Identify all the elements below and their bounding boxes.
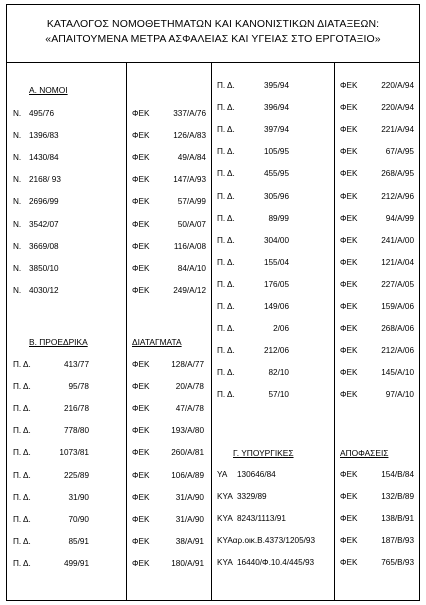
entry-type: ΦΕΚ [340, 147, 358, 157]
entry-number: 85/91 [68, 536, 89, 546]
ministerial-row [217, 536, 315, 546]
law-row [13, 131, 59, 141]
entry-number: 1430/84 [29, 153, 59, 163]
decree-row [13, 493, 89, 503]
section-header-ypourgikes: Γ. ΥΠΟΥΡΓΙΚΕΣ [233, 448, 294, 458]
gazette-row [132, 109, 206, 119]
entry-number: 126/Α/83 [173, 131, 206, 141]
entry-type: Π. Δ. [217, 390, 235, 400]
decree-row [217, 214, 289, 224]
decree-row [13, 471, 89, 481]
gazette-row [340, 192, 414, 202]
entry-number: 159/Α/06 [381, 302, 414, 311]
entry-type: ΦΕΚ [132, 404, 150, 414]
gazette-row [340, 470, 414, 480]
entry-type: ΦΕΚ [132, 426, 150, 436]
entry-number: 216/78 [63, 404, 89, 414]
entry-number: 128/Α/77 [171, 360, 204, 369]
decree-row [13, 426, 89, 436]
entry-number: 97/Α/10 [385, 390, 414, 400]
entry-number: 116/Α/08 [173, 241, 206, 251]
decree-row [217, 81, 289, 91]
decree-row [13, 360, 89, 370]
gazette-row [340, 390, 414, 400]
entry-type: Π. Δ. [13, 382, 31, 392]
entry-number: 16440/Φ.10.4/445/93 [237, 558, 315, 568]
gazette-row [132, 515, 204, 525]
entry-number: 397/94 [263, 125, 289, 135]
entry-type: ΦΕΚ [132, 197, 150, 207]
entry-number: 155/04 [263, 257, 289, 267]
section-header-apofaseis: ΑΠΟΦΑΣΕΙΣ [340, 448, 389, 458]
ministerial-row [217, 514, 286, 524]
entry-type: ΦΕΚ [132, 285, 150, 295]
entry-type: ΦΕΚ [340, 470, 358, 479]
entry-number: 455/95 [263, 169, 289, 179]
entry-number: 149/06 [263, 302, 289, 311]
entry-number: 50/Α/07 [177, 219, 206, 229]
entry-type: Ν. [13, 131, 22, 141]
entry-number: 249/Α/12 [173, 285, 206, 295]
gazette-row [132, 382, 204, 392]
law-row [13, 242, 59, 252]
entry-type: ΦΕΚ [132, 153, 150, 163]
entry-type: ΦΕΚ [340, 257, 358, 267]
entry-type: ΦΕΚ [132, 492, 150, 502]
decree-row [217, 368, 289, 378]
entry-number: 38/Α/91 [175, 536, 204, 546]
entry-number: 2/06 [273, 324, 289, 334]
entry-number: 225/89 [63, 470, 89, 480]
gazette-row [340, 368, 414, 378]
entry-type: ΦΕΚ [340, 302, 358, 311]
entry-number: 147/Α/93 [173, 175, 206, 185]
entry-number: 4030/12 [29, 285, 59, 295]
entry-number: 3542/07 [29, 219, 59, 229]
entry-type: ΦΕΚ [340, 346, 358, 356]
gazette-row [132, 286, 206, 296]
entry-number: 337/Α/76 [173, 109, 206, 118]
gazette-row [340, 147, 414, 157]
entry-number: 241/Α/00 [381, 235, 414, 245]
ministerial-row [217, 558, 314, 568]
entry-number: 31/Α/90 [175, 492, 204, 502]
entry-type: ΚΥΑαρ.οικ.Β.4373/1205/93 [217, 536, 316, 546]
decree-row [217, 346, 289, 356]
entry-number: 227/Α/05 [381, 279, 414, 289]
entry-type: Π. Δ. [217, 346, 235, 356]
entry-number: 220/Α/94 [381, 81, 414, 90]
entry-number: 221/Α/94 [381, 125, 414, 135]
entry-type: ΚΥΑ [217, 514, 233, 524]
entry-type: Π. Δ. [13, 448, 31, 458]
entry-type: ΦΕΚ [340, 169, 358, 179]
entry-type: Π. Δ. [217, 81, 235, 90]
entry-type: ΦΕΚ [340, 390, 358, 400]
gazette-row [340, 514, 414, 524]
gazette-row [132, 493, 204, 503]
entry-type: Π. Δ. [217, 103, 235, 113]
gazette-row [340, 280, 414, 290]
entry-type: Ν. [13, 241, 22, 251]
decree-row [217, 147, 289, 157]
entry-number: 49/Α/84 [177, 153, 206, 163]
entry-number: 67/Α/95 [385, 147, 414, 157]
section-header-proedrika: Β. ΠΡΟΕΔΡΙΚΑ [29, 337, 88, 347]
law-row [13, 220, 59, 230]
entry-number: 154/Β/84 [381, 470, 414, 479]
entry-number: 2168/ 93 [29, 175, 61, 185]
entry-number: 220/Α/94 [381, 103, 414, 113]
entry-number: 212/Α/06 [381, 346, 414, 356]
entry-type: ΦΕΚ [340, 125, 358, 135]
gazette-row [132, 131, 206, 141]
gazette-row [132, 175, 206, 185]
law-row [13, 264, 59, 274]
entry-type: Π. Δ. [217, 169, 235, 179]
decree-row [13, 537, 89, 547]
entry-type: ΦΕΚ [132, 558, 150, 568]
entry-number: 495/76 [29, 109, 55, 118]
entry-number: 89/99 [268, 213, 289, 223]
entry-number: 106/Α/89 [171, 470, 204, 480]
gazette-row [132, 559, 204, 569]
entry-type: ΦΕΚ [340, 81, 358, 90]
entry-number: 268/Α/06 [381, 324, 414, 334]
entry-type: ΦΕΚ [132, 109, 150, 118]
entry-type: ΦΕΚ [340, 514, 358, 524]
entry-number: 193/Α/80 [171, 426, 204, 436]
gazette-row [132, 197, 206, 207]
gazette-row [340, 558, 414, 568]
entry-number: 121/Α/04 [381, 257, 414, 267]
catalog-title [7, 5, 419, 63]
gazette-row [340, 103, 414, 113]
entry-type: ΥΑ [217, 470, 228, 479]
gazette-row [340, 169, 414, 179]
entry-type: ΦΕΚ [340, 558, 358, 568]
entry-type: Ν. [13, 109, 22, 118]
entry-number: 130646/84 [237, 470, 276, 479]
gazette-row [340, 258, 414, 268]
law-row [13, 197, 59, 207]
entry-number: 82/10 [268, 368, 289, 378]
gazette-row [132, 471, 204, 481]
gazette-row [132, 360, 204, 370]
gazette-row [132, 537, 204, 547]
entry-number: 105/95 [263, 147, 289, 157]
entry-type: Π. Δ. [13, 404, 31, 414]
entry-type: ΦΕΚ [132, 470, 150, 480]
decree-row [217, 125, 289, 135]
entry-number: 499/91 [63, 558, 89, 568]
entry-type: Π. Δ. [217, 191, 235, 201]
gazette-row [132, 426, 204, 436]
entry-type: Ν. [13, 285, 22, 295]
decree-row [13, 448, 89, 458]
gazette-row [340, 492, 414, 502]
entry-type: Π. Δ. [217, 302, 235, 311]
entry-type: Π. Δ. [217, 125, 235, 135]
entry-type: ΦΕΚ [132, 241, 150, 251]
entry-type: Ν. [13, 153, 22, 163]
entry-number: 187/Β/93 [381, 536, 414, 546]
decree-row [13, 515, 89, 525]
entry-type: Π. Δ. [217, 324, 235, 334]
entry-type: ΚΥΑ [217, 492, 233, 502]
law-row [13, 286, 59, 296]
gazette-row [132, 220, 206, 230]
entry-number: 8243/1113/91 [237, 514, 286, 524]
decree-row [217, 192, 289, 202]
entry-type: ΦΕΚ [132, 514, 150, 524]
entry-type: Π. Δ. [13, 360, 31, 369]
entry-type: Ν. [13, 263, 22, 273]
entry-number: 212/06 [263, 346, 289, 356]
entry-number: 1073/81 [59, 448, 89, 458]
entry-number: 3850/10 [29, 263, 59, 273]
entry-number: 20/Α/78 [175, 382, 204, 392]
gazette-row [132, 404, 204, 414]
entry-number: 778/80 [63, 426, 89, 436]
entry-number: 396/94 [263, 103, 289, 113]
entry-type: Ν. [13, 219, 22, 229]
entry-type: Ν. [13, 175, 22, 185]
entry-number: 1396/83 [29, 131, 59, 141]
entry-number: 2696/99 [29, 197, 59, 207]
decree-row [13, 404, 89, 414]
ministerial-row [217, 492, 267, 502]
entry-number: 31/90 [68, 492, 89, 502]
entry-type: ΦΕΚ [340, 191, 358, 201]
decree-row [13, 382, 89, 392]
gazette-row [340, 302, 414, 312]
entry-type: ΦΕΚ [340, 324, 358, 334]
entry-type: Π. Δ. [217, 235, 235, 245]
entry-type: Π. Δ. [217, 368, 235, 378]
gazette-row [340, 346, 414, 356]
entry-number: 84/Α/10 [177, 263, 206, 273]
entry-type: Π. Δ. [13, 470, 31, 480]
entry-number: 3329/89 [237, 492, 267, 502]
ministerial-row [217, 470, 276, 480]
entry-number: 765/Β/93 [381, 558, 414, 568]
section-header-diatagmata: ΔΙΑΤΑΓΜΑΤΑ [132, 337, 182, 347]
entry-type: ΦΕΚ [132, 360, 150, 369]
entry-number: 132/Β/89 [381, 492, 414, 502]
entry-number: 57/Α/99 [177, 197, 206, 207]
entry-type: Π. Δ. [13, 514, 31, 524]
entry-type: ΦΕΚ [132, 382, 150, 392]
entry-type: Π. Δ. [217, 257, 235, 267]
entry-type: Π. Δ. [13, 426, 31, 436]
entry-type: ΦΕΚ [132, 131, 150, 141]
decree-row [13, 559, 89, 569]
entry-number: 31/Α/90 [175, 514, 204, 524]
entry-type: Π. Δ. [217, 213, 235, 223]
section-header-nomoi: Α. ΝΟΜΟΙ [29, 85, 68, 95]
entry-number: 176/05 [263, 279, 289, 289]
gazette-row [340, 214, 414, 224]
entry-number: 304/00 [263, 235, 289, 245]
title-line-2: «ΑΠΑΙΤΟΥΜΕΝΑ ΜΕΤΡΑ ΑΣΦΑΛΕΙΑΣ ΚΑΙ ΥΓΕΙΑΣ ΣΤΟ ΕΡΓΟΤΑΞΙΟ» [45, 33, 381, 45]
entry-type: Π. Δ. [13, 492, 31, 502]
entry-type: ΦΕΚ [132, 536, 150, 546]
entry-type: ΦΕΚ [340, 213, 358, 223]
law-row [13, 175, 61, 185]
gazette-row [132, 448, 204, 458]
catalog-page [6, 4, 420, 601]
decree-row [217, 236, 289, 246]
column-divider [211, 63, 212, 600]
decree-row [217, 280, 289, 290]
entry-type: ΚΥΑ [217, 558, 233, 568]
law-row [13, 109, 54, 119]
entry-number: 260/Α/81 [171, 448, 204, 458]
entry-type: ΦΕΚ [340, 536, 358, 546]
decree-row [217, 324, 289, 334]
entry-number: 212/Α/96 [381, 191, 414, 201]
entry-number: 138/Β/91 [381, 514, 414, 524]
entry-type: ΦΕΚ [132, 448, 150, 458]
gazette-row [340, 81, 414, 91]
entry-type: Π. Δ. [217, 279, 235, 289]
entry-type: Ν. [13, 197, 22, 207]
decree-row [217, 103, 289, 113]
entry-number: 70/90 [68, 514, 89, 524]
gazette-row [340, 324, 414, 334]
entry-number: 3669/08 [29, 241, 59, 251]
law-row [13, 153, 59, 163]
entry-type: ΦΕΚ [340, 235, 358, 245]
decree-row [217, 258, 289, 268]
entry-type: ΦΕΚ [132, 219, 150, 229]
decree-row [217, 390, 289, 400]
entry-number: 268/Α/95 [381, 169, 414, 179]
entry-number: 57/10 [268, 390, 289, 400]
entry-number: 145/Α/10 [381, 368, 414, 378]
entry-type: ΦΕΚ [340, 103, 358, 113]
entry-number: 47/Α/78 [175, 404, 204, 414]
entry-type: ΦΕΚ [340, 279, 358, 289]
gazette-row [132, 153, 206, 163]
entry-number: 94/Α/99 [385, 213, 414, 223]
gazette-row [132, 242, 206, 252]
entry-number: 180/Α/91 [171, 558, 204, 568]
gazette-row [340, 236, 414, 246]
decree-row [217, 302, 289, 312]
entry-type: ΦΕΚ [132, 263, 150, 273]
entry-number: 413/77 [63, 360, 89, 369]
gazette-row [340, 125, 414, 135]
entry-type: ΦΕΚ [340, 368, 358, 378]
column-divider [334, 63, 335, 600]
gazette-row [132, 264, 206, 274]
entry-number: 395/94 [263, 81, 289, 90]
title-line-1: ΚΑΤΑΛΟΓΟΣ ΝΟΜΟΘΕΤΗΜΑΤΩΝ ΚΑΙ ΚΑΝΟΝΙΣΤΙΚΩΝ ΔΙΑΤΑΞΕΩΝ: [46, 18, 380, 30]
entry-type: Π. Δ. [13, 558, 31, 568]
entry-type: Π. Δ. [217, 147, 235, 157]
entry-number: 95/78 [68, 382, 89, 392]
decree-row [217, 169, 289, 179]
column-divider [126, 63, 127, 600]
gazette-row [340, 536, 414, 546]
entry-type: Π. Δ. [13, 536, 31, 546]
entry-type: ΦΕΚ [132, 175, 150, 185]
entry-type: ΦΕΚ [340, 492, 358, 502]
entry-number: 305/96 [263, 191, 289, 201]
